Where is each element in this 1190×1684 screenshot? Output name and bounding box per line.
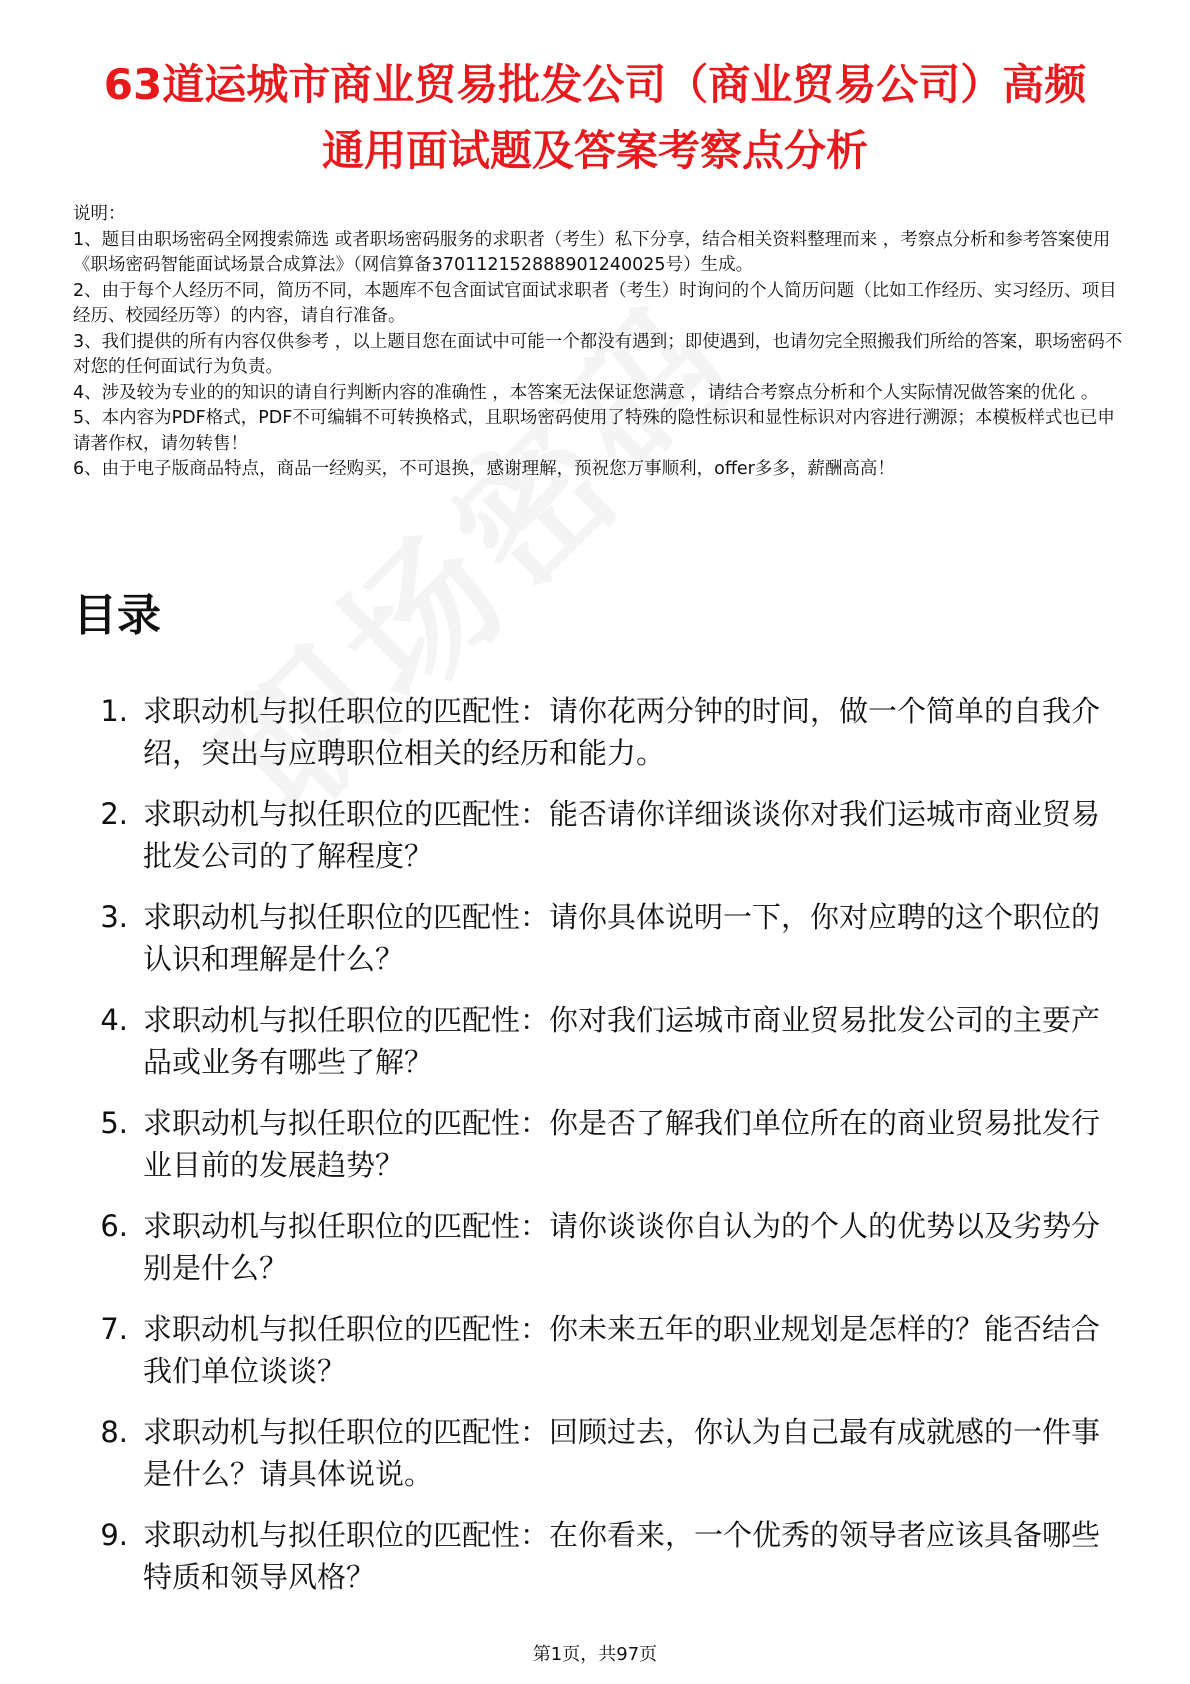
notes-line: 5、本内容为PDF格式，PDF不可编辑不可转换格式，且职场密码使用了特殊的隐性标识和显性标识对内容进行溯源；本模板样式也已申请著作权，请勿转售！ bbox=[73, 408, 1115, 454]
toc-item-number: 7. bbox=[100, 1312, 128, 1346]
toc-item-text[interactable]: 求职动机与拟任职位的匹配性：你未来五年的职业规划是怎样的？能否结合我们单位谈谈？ bbox=[143, 1312, 1101, 1388]
toc-item[interactable] bbox=[73, 690, 1113, 774]
toc-item-number: 6. bbox=[100, 1209, 128, 1243]
toc-item[interactable] bbox=[73, 1308, 1113, 1392]
notes-line: 2、由于每个人经历不同，简历不同，本题库不包含面试官面试求职者（考生）时询问的个人简历问题（比如工作经历、实习经历、项目经历、校园经历等）的内容，请自行准备。 bbox=[73, 280, 1117, 326]
notes-line: 4、涉及较为专业的的知识的请自行判断内容的准确性 ，本答案无法保证您满意 ，请结合考察点分析和个人实际情况做答案的优化 。 bbox=[73, 382, 1099, 403]
notes-line: 1、题目由职场密码全网搜索筛选 或者职场密码服务的求职者（考生）私下分享，结合相关资料整理而来 ，考察点分析和参考答案使用《职场密码智能面试场景合成算法》（网信算备370112152888901240025号）生成。 bbox=[73, 229, 1111, 275]
toc-item[interactable] bbox=[73, 793, 1113, 877]
toc-item-number: 9. bbox=[100, 1518, 128, 1552]
toc-item[interactable] bbox=[73, 999, 1113, 1083]
toc-item-number: 2. bbox=[100, 797, 128, 831]
toc-item[interactable] bbox=[73, 1411, 1113, 1495]
page-footer: 第1页，共97页 bbox=[532, 1644, 658, 1665]
toc-item-text[interactable]: 求职动机与拟任职位的匹配性：回顾过去，你认为自己最有成就感的一件事是什么？请具体说说。 bbox=[143, 1415, 1101, 1491]
document-title: 63道运城市商业贸易批发公司（商业贸易公司）高频通用面试题及答案考察点分析 bbox=[103, 60, 1087, 175]
toc-item-text[interactable]: 求职动机与拟任职位的匹配性：你是否了解我们单位所在的商业贸易批发行业目前的发展趋势？ bbox=[143, 1106, 1101, 1182]
toc-item[interactable] bbox=[73, 1205, 1113, 1289]
toc-item-number: 4. bbox=[100, 1003, 128, 1037]
notes-line: 说明： bbox=[73, 204, 126, 224]
notes-section bbox=[73, 202, 1123, 483]
toc-item-number: 1. bbox=[100, 694, 128, 728]
toc-heading: 目录 bbox=[73, 590, 161, 641]
toc-item-number: 5. bbox=[100, 1106, 128, 1140]
toc-item-number: 8. bbox=[100, 1415, 128, 1449]
toc-item-text[interactable]: 求职动机与拟任职位的匹配性：请你具体说明一下，你对应聘的这个职位的认识和理解是什么？ bbox=[143, 900, 1101, 976]
toc-item-text[interactable]: 求职动机与拟任职位的匹配性：在你看来，一个优秀的领导者应该具备哪些特质和领导风格？ bbox=[143, 1518, 1101, 1594]
toc-item-number: 3. bbox=[100, 900, 128, 934]
toc-item-text[interactable]: 求职动机与拟任职位的匹配性：能否请你详细谈谈你对我们运城市商业贸易批发公司的了解程度？ bbox=[143, 797, 1101, 873]
toc-item[interactable] bbox=[73, 1102, 1113, 1186]
notes-line: 6、由于电子版商品特点，商品一经购买，不可退换，感谢理解，预祝您万事顺利，offer多多，薪酬高高！ bbox=[73, 459, 895, 479]
toc-item[interactable] bbox=[73, 1514, 1113, 1598]
toc-item-text[interactable]: 求职动机与拟任职位的匹配性：请你谈谈你自认为的个人的优势以及劣势分别是什么？ bbox=[143, 1209, 1101, 1285]
toc-item[interactable] bbox=[73, 896, 1113, 980]
notes-line: 3、我们提供的所有内容仅供参考 ，以上题目您在面试中可能一个都没有遇到；即使遇到，也请勿完全照搬我们所给的答案，职场密码不对您的任何面试行为负责。 bbox=[73, 331, 1123, 377]
toc-item-text[interactable]: 求职动机与拟任职位的匹配性：你对我们运城市商业贸易批发公司的主要产品或业务有哪些了解？ bbox=[143, 1003, 1101, 1079]
toc-list bbox=[73, 690, 1113, 1617]
toc-item-text[interactable]: 求职动机与拟任职位的匹配性：请你花两分钟的时间，做一个简单的自我介绍，突出与应聘职位相关的经历和能力。 bbox=[143, 694, 1101, 770]
